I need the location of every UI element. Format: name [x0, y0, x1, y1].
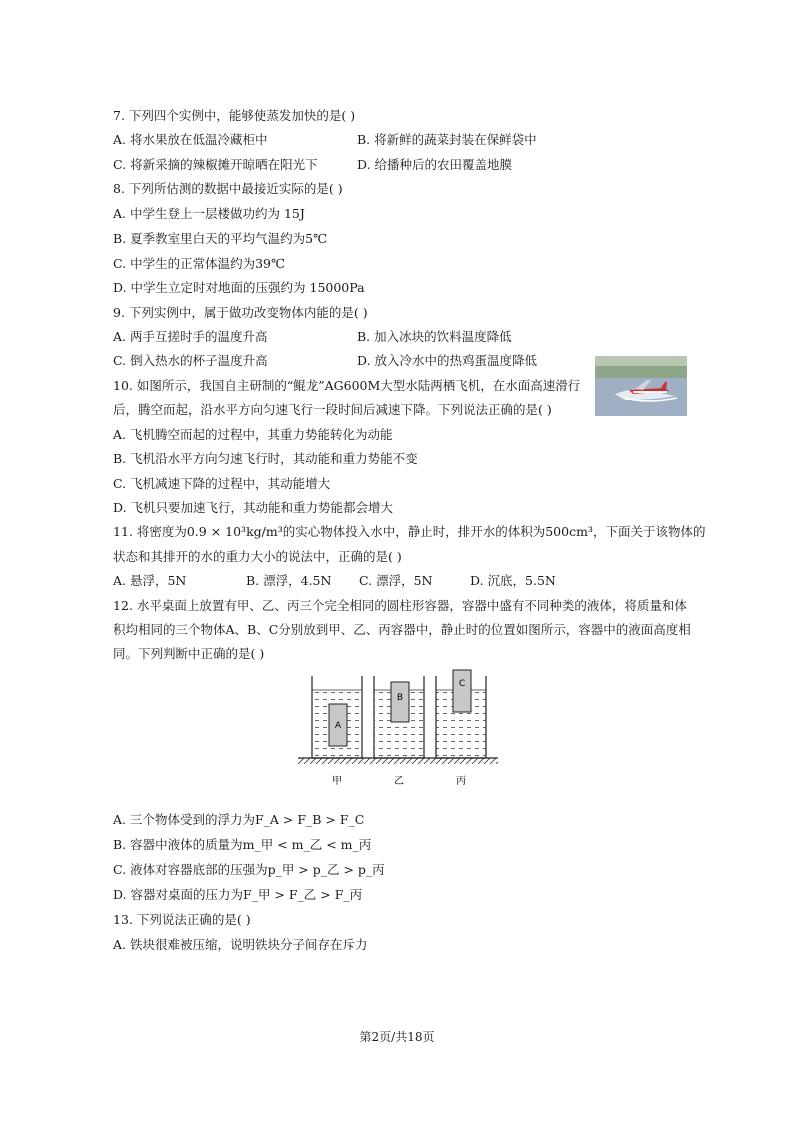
q11-stem-line2: 状态和其排开的水的重力大小的说法中，正确的是( )	[113, 549, 402, 564]
q12-stem-line1: 12. 水平桌面上放置有甲、乙、丙三个完全相同的圆柱形容器，容器中盛有不同种类的液体，将质量和体	[113, 598, 687, 613]
q10-option-d: D. 飞机只要加速飞行，其动能和重力势能都会增大	[113, 500, 394, 515]
container-yi	[374, 676, 424, 758]
q9-option-b: B. 加入冰块的饮料温度降低	[357, 329, 512, 344]
q11-stem-line1: 11. 将密度为0.9 × 10³kg/m³的实心物体投入水中，静止时，排开水的体积为500cm³，下面关于该物体的	[113, 524, 706, 539]
q8-option-b: B. 夏季教室里白天的平均气温约为5℃	[113, 231, 328, 246]
q10-option-a: A. 飞机腾空而起的过程中，其重力势能转化为动能	[113, 427, 393, 442]
q10-stem-line2: 后，腾空而起，沿水平方向匀速飞行一段时间后减速下降。下列说法正确的是( )	[113, 402, 552, 417]
q13-stem: 13. 下列说法正确的是( )	[113, 912, 251, 927]
label-jia: 甲	[332, 776, 342, 787]
object-b-label: B	[396, 693, 404, 703]
q8-option-d: D. 中学生立定时对地面的压强约为 15000Pa	[113, 280, 365, 295]
q10-option-b: B. 飞机沿水平方向匀速飞行时，其动能和重力势能不变	[113, 451, 418, 466]
q11-option-d: D. 沉底，5.5N	[470, 573, 556, 588]
q8-stem: 8. 下列所估测的数据中最接近实际的是( )	[113, 181, 343, 196]
q8-option-c: C. 中学生的正常体温约为39℃	[113, 256, 285, 271]
q9-stem: 9. 下列实例中，属于做功改变物体内能的是( )	[113, 305, 368, 320]
three-containers-figure	[298, 668, 498, 792]
q12-option-a: A. 三个物体受到的浮力为F_A > F_B > F_C	[113, 812, 365, 827]
q12-stem-line2: 积均相同的三个物体A、B、C分别放到甲、乙、丙容器中，静止时的位置如图所示，容器中的液面高度相	[113, 622, 691, 637]
q9-option-a: A. 两手互搓时手的温度升高	[113, 329, 268, 344]
q11-option-a: A. 悬浮，5N	[113, 573, 187, 588]
q11-option-b: B. 漂浮，4.5N	[246, 573, 332, 588]
object-c-label: C	[458, 679, 466, 689]
q12-stem-line3: 同。下列判断中正确的是( )	[113, 646, 265, 661]
q10-stem-line1: 10. 如图所示，我国自主研制的“鲲龙”AG600M大型水陆两栖飞机，在水面高速滑行	[113, 378, 581, 393]
q9-option-c: C. 倒入热水的杯子温度升高	[113, 353, 268, 368]
object-a-label: A	[334, 721, 342, 731]
q13-option-a: A. 铁块很难被压缩，说明铁块分子间存在斥力	[113, 937, 368, 952]
q7-option-d: D. 给播种后的农田覆盖地膜	[357, 157, 513, 172]
q7-stem: 7. 下列四个实例中，能够使蒸发加快的是( )	[113, 108, 356, 123]
q7-option-c: C. 将新采摘的辣椒摊开晾晒在阳光下	[113, 157, 318, 172]
q10-option-c: C. 飞机减速下降的过程中，其动能增大	[113, 476, 331, 491]
q12-option-c: C. 液体对容器底部的压强为p_甲 > p_乙 > p_丙	[113, 862, 385, 877]
q12-option-b: B. 容器中液体的质量为m_甲 < m_乙 < m_丙	[113, 837, 372, 852]
q7-option-b: B. 将新鲜的蔬菜封装在保鲜袋中	[357, 132, 537, 147]
amphibious-aircraft-photo	[595, 356, 687, 416]
label-bing: 丙	[456, 776, 466, 787]
q7-option-a: A. 将水果放在低温冷藏柜中	[113, 132, 268, 147]
q12-option-d: D. 容器对桌面的压力为F_甲 > F_乙 > F_丙	[113, 887, 363, 902]
page-number: 第2页/共18页	[359, 1030, 435, 1044]
q9-option-d: D. 放入冷水中的热鸡蛋温度降低	[357, 353, 538, 368]
container-jia	[312, 676, 362, 758]
q8-option-a: A. 中学生登上一层楼做功约为 15J	[113, 206, 305, 221]
container-bing	[436, 670, 486, 758]
q11-option-c: C. 漂浮，5N	[359, 573, 433, 588]
label-yi: 乙	[394, 776, 404, 787]
